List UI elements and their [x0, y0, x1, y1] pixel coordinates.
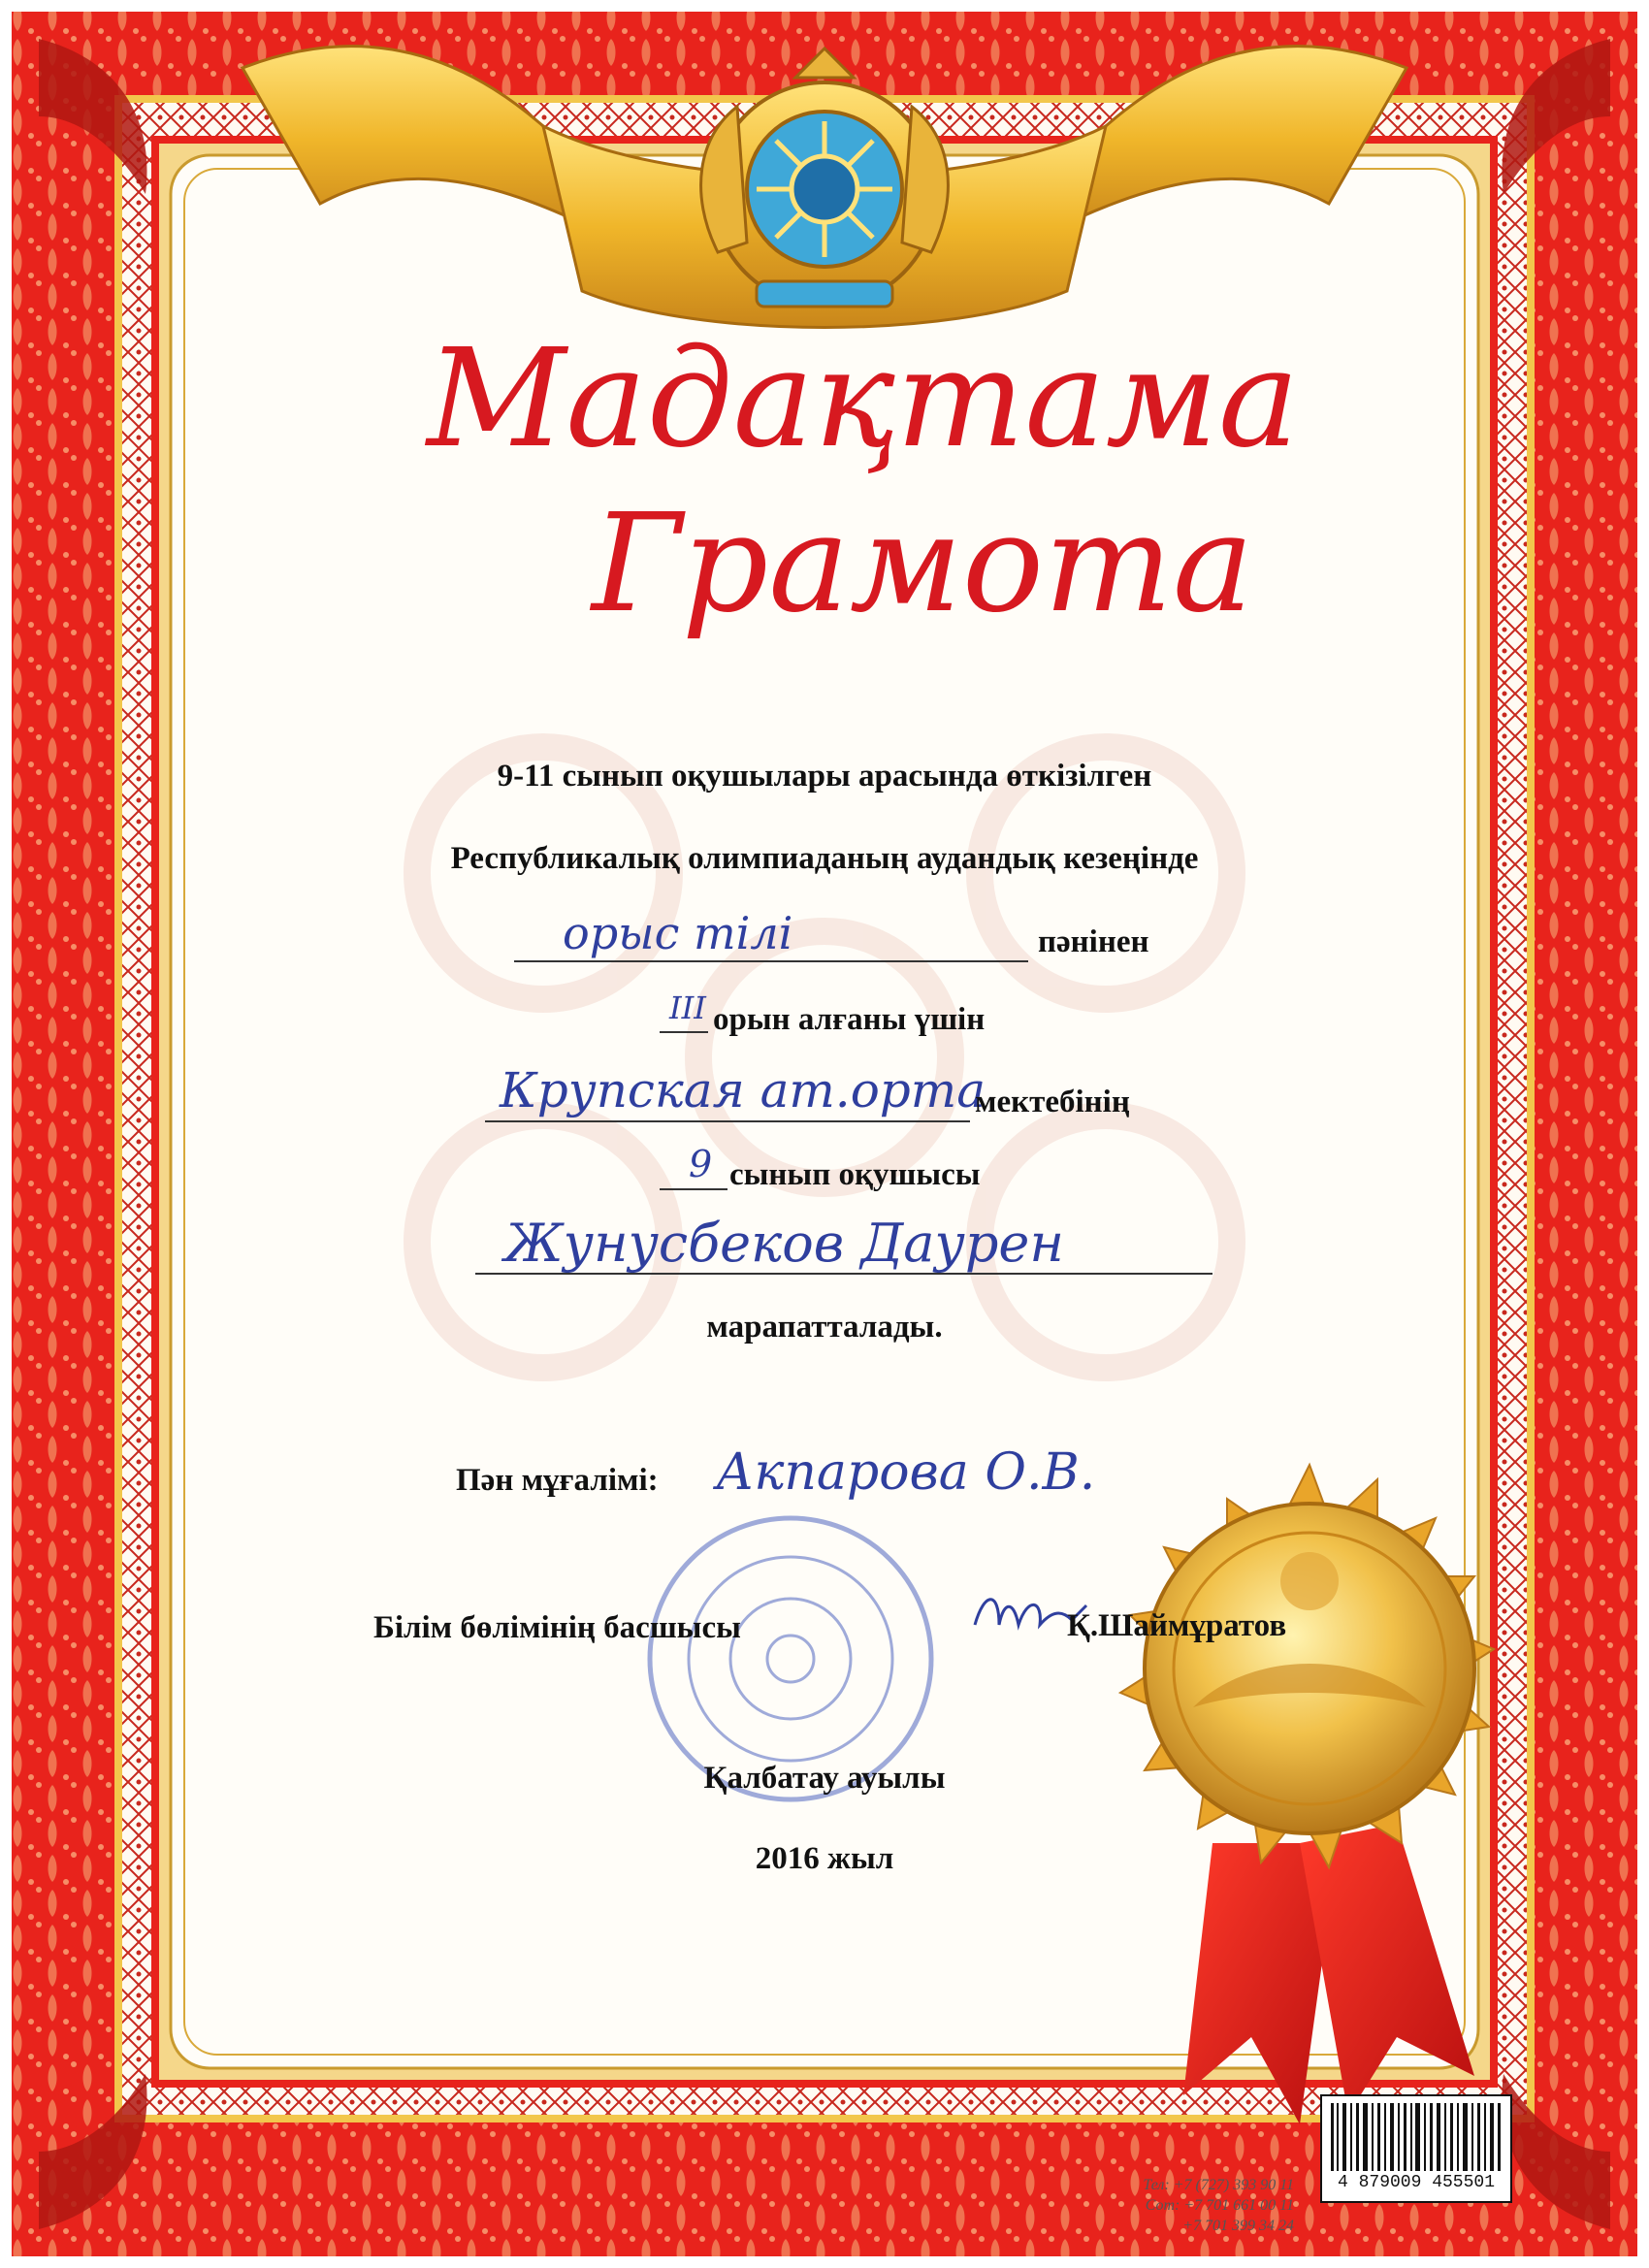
subject-suffix: пәнінен — [1038, 924, 1149, 959]
publisher-contacts — [1143, 2175, 1294, 2236]
barcode-number: 4 879009 455501 — [1325, 2173, 1507, 2192]
village-name: Қалбатау ауылы — [703, 1761, 946, 1796]
intro-line-2: Республикалық олимпиаданың аудандық кезеңінде — [450, 841, 1199, 876]
contact-line-1: Тел: +7 (727) 393 90 11 — [1143, 2177, 1294, 2193]
school-handwritten: Крупская ат.орта — [500, 1062, 986, 1118]
place-underline — [660, 1031, 708, 1033]
teacher-name-handwritten: Акпарова О.В. — [716, 1443, 1096, 1502]
student-underline — [475, 1273, 1212, 1275]
year: 2016 жыл — [755, 1841, 894, 1876]
grade-underline — [660, 1188, 728, 1190]
title-line-1: Мадақтама — [427, 320, 1300, 478]
subject-underline — [514, 960, 1028, 962]
head-label: Білім бөлімінің басшысы — [373, 1610, 741, 1645]
intro-line-1: 9-11 сынып оқушылары арасында өткізілген — [497, 759, 1152, 794]
grade-handwritten: 9 — [689, 1143, 713, 1185]
title-line-2: Грамота — [592, 485, 1254, 643]
grade-suffix: сынып оқушысы — [729, 1157, 981, 1192]
awarded-text: марапатталады. — [706, 1310, 943, 1345]
place-suffix: орын алғаны үшін — [713, 1002, 986, 1037]
school-suffix: мектебінің — [975, 1085, 1130, 1119]
school-underline — [485, 1120, 970, 1122]
head-name: Қ.Шаймұратов — [1067, 1608, 1287, 1643]
contact-line-3: +7 701 399 34 24 — [1182, 2218, 1294, 2234]
teacher-label: Пән мұғалімі: — [456, 1463, 659, 1498]
contact-line-2: Сот: +7 701 661 00 11 — [1145, 2197, 1294, 2214]
place-handwritten: III — [669, 989, 706, 1026]
subject-handwritten: орыс тілі — [563, 907, 793, 959]
student-name-handwritten: Жунусбеков Даурен — [504, 1213, 1064, 1274]
